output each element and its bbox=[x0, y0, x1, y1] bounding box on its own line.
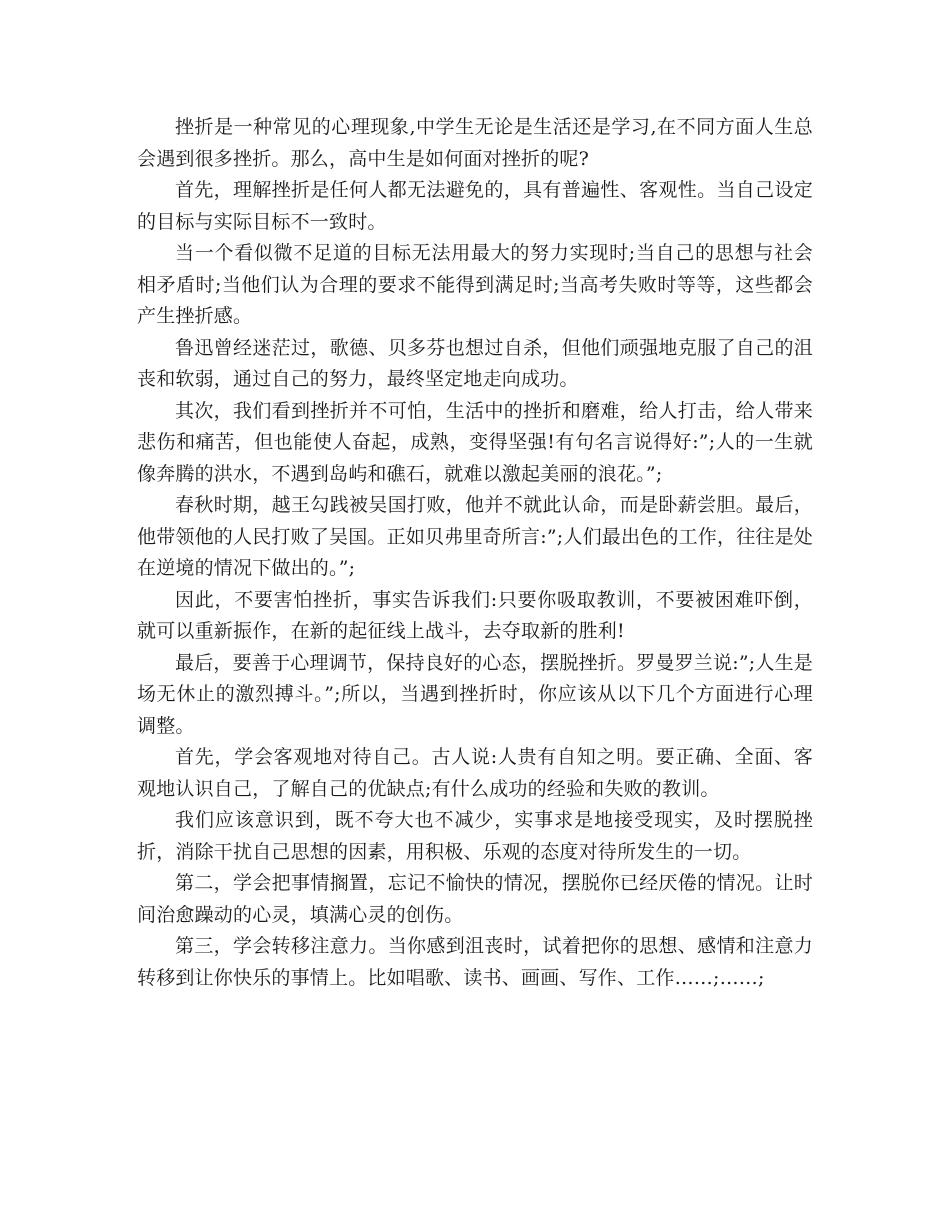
paragraph-9: 首先，学会客观地对待自己。古人说:人贵有自知之明。要正确、全面、客观地认识自己，了解自己的优缺点;有什么成功的经验和失败的教训。 bbox=[137, 746, 813, 800]
paragraph-1: 挫折是一种常见的心理现象,中学生无论是生活还是学习,在不同方面人生总会遇到很多挫折。那么，高中生是如何面对挫折的呢? bbox=[137, 116, 813, 170]
paragraph-12: 第三，学会转移注意力。当你感到沮丧时，试着把你的思想、感情和注意力转移到让你快乐的事情上。比如唱歌、读书、画画、写作、工作……;……; bbox=[137, 935, 813, 989]
paragraph-4: 鲁迅曾经迷茫过，歌德、贝多芬也想过自杀，但他们顽强地克服了自己的沮丧和软弱，通过自己的努力，最终坚定地走向成功。 bbox=[137, 336, 813, 390]
paragraph-3: 当一个看似微不足道的目标无法用最大的努力实现时;当自己的思想与社会相矛盾时;当他们认为合理的要求不能得到满足时;当高考失败时等等，这些都会产生挫折感。 bbox=[137, 242, 813, 327]
paragraph-5: 其次，我们看到挫折并不可怕，生活中的挫折和磨难，给人打击，给人带来悲伤和痛苦，但也能使人奋起，成熟，变得坚强!有句名言说得好:”;人的一生就像奔腾的洪水，不遇到岛屿和礁石，就难以激起美丽的浪花。”; bbox=[137, 399, 813, 485]
paragraph-8: 最后，要善于心理调节，保持良好的心态，摆脱挫折。罗曼罗兰说:”;人生是场无休止的激烈搏斗。”;所以，当遇到挫折时，你应该从以下几个方面进行心理调整。 bbox=[137, 651, 813, 737]
paragraph-2: 首先，理解挫折是任何人都无法避免的，具有普遍性、客观性。当自己设定的目标与实际目标不一致时。 bbox=[137, 179, 813, 233]
document-body bbox=[137, 112, 813, 994]
paragraph-7: 因此，不要害怕挫折，事实告诉我们:只要你吸取教训，不要被困难吓倒，就可以重新振作，在新的起征线上战斗，去夺取新的胜利! bbox=[137, 588, 813, 642]
paragraph-11: 第二，学会把事情搁置，忘记不愉快的情况，摆脱你已经厌倦的情况。让时间治愈躁动的心灵，填满心灵的创伤。 bbox=[137, 872, 813, 926]
paragraph-10: 我们应该意识到，既不夸大也不减少，实事求是地接受现实，及时摆脱挫折，消除干扰自己思想的因素，用积极、乐观的态度对待所发生的一切。 bbox=[137, 809, 813, 863]
paragraph-6: 春秋时期，越王勾践被吴国打败，他并不就此认命，而是卧薪尝胆。最后，他带领他的人民打败了吴国。正如贝弗里奇所言:”;人们最出色的工作，往往是处在逆境的情况下做出的。”; bbox=[137, 494, 813, 579]
